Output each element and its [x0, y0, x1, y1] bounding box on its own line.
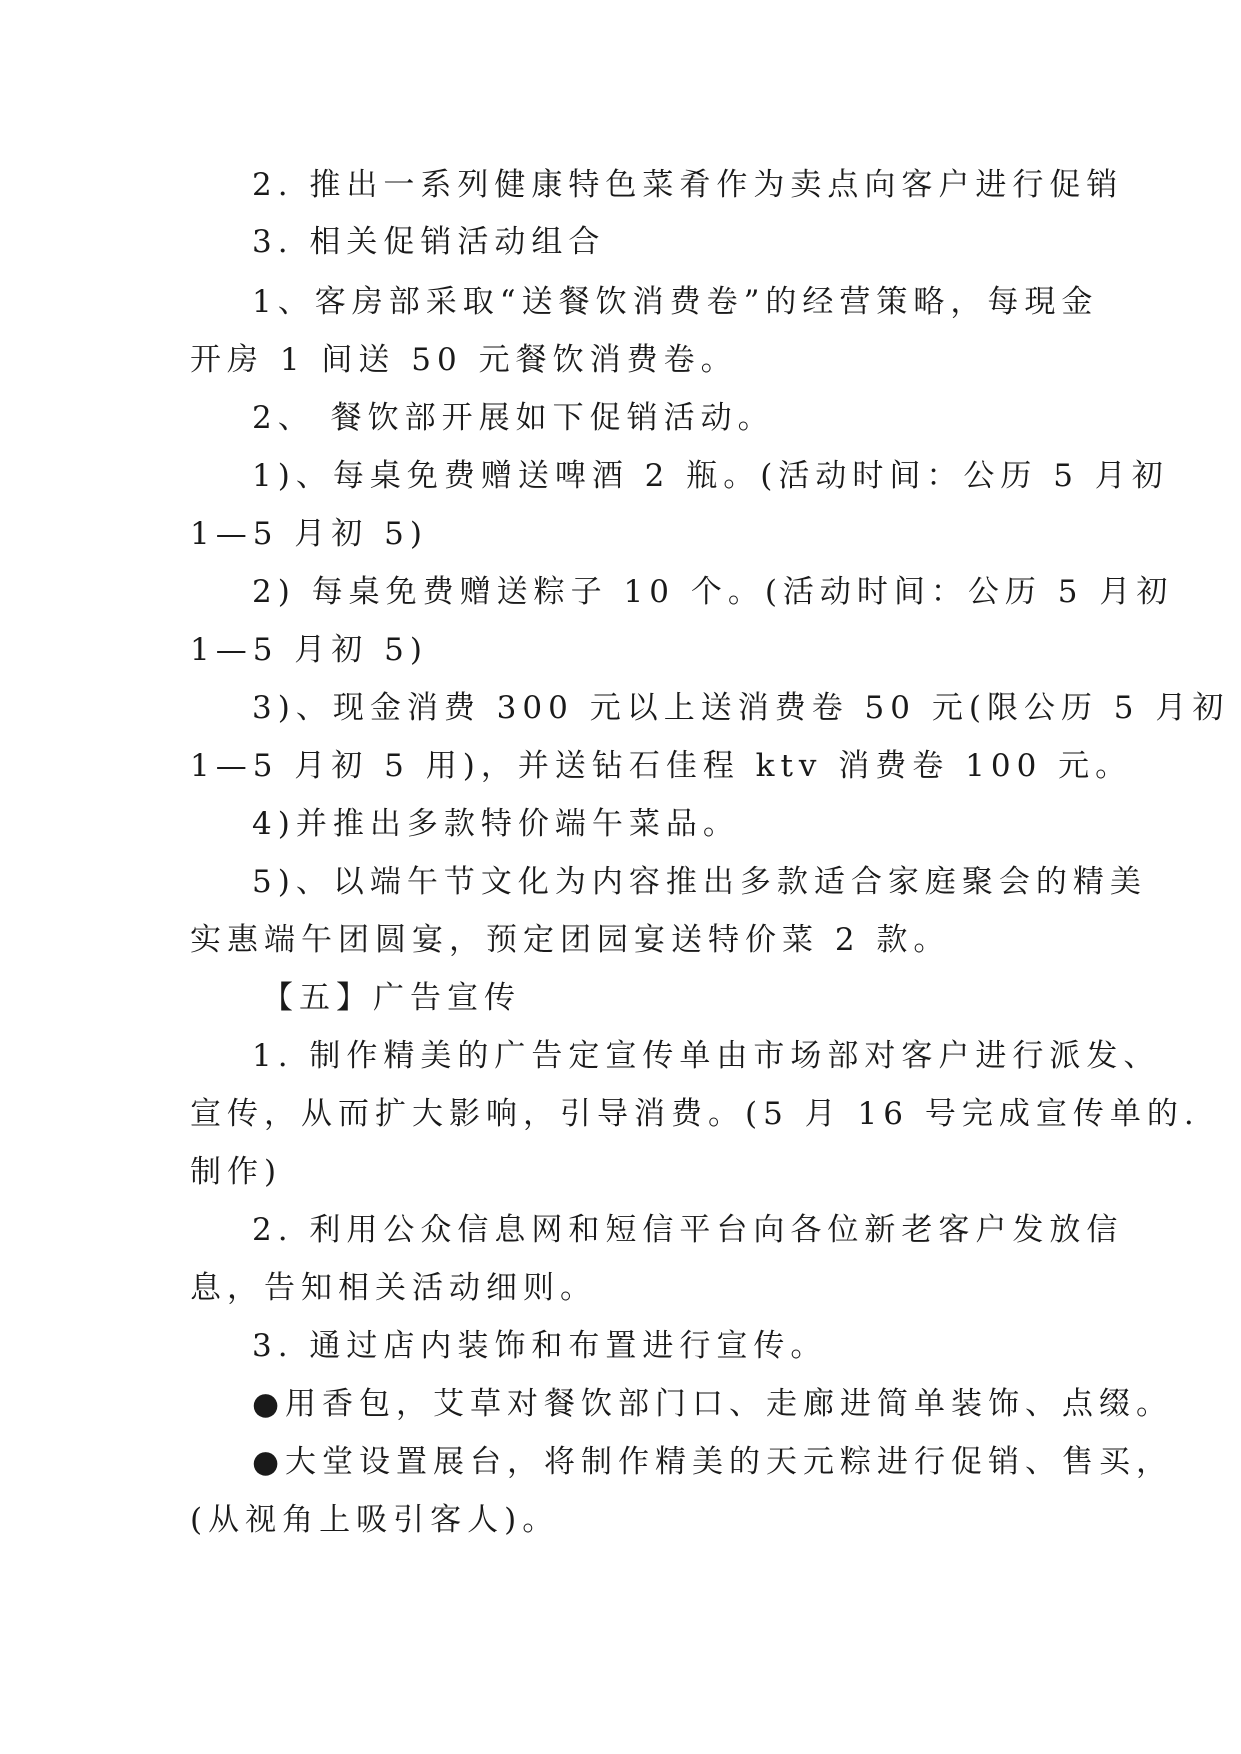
- paragraph-line: 开房 1 间送 50 元餐饮消费卷。: [190, 342, 738, 378]
- bullet-line: ●大堂设置展台，将制作精美的天元粽进行促销、售买，: [252, 1444, 1174, 1480]
- paragraph-line: 2、 餐饮部开展如下促销活动。: [252, 400, 775, 436]
- paragraph-line: 制作): [190, 1154, 283, 1190]
- paragraph-line: 1—5 月初 5 用)，并送钻石佳程 ktv 消费卷 100 元。: [190, 748, 1133, 784]
- section-heading: 【五】广告宣传: [262, 980, 521, 1016]
- paragraph-line: 2. 推出一系列健康特色菜肴作为卖点向客户进行促销: [252, 167, 1124, 203]
- bullet-line: ●用香包，艾草对餐饮部门口、走廊进简单装饰、点缀。: [252, 1386, 1174, 1422]
- paragraph-line: 1—5 月初 5): [190, 516, 428, 552]
- paragraph-line: 3. 通过店内装饰和布置进行宣传。: [252, 1328, 828, 1364]
- paragraph-line: 1、客房部采取“送餐饮消费卷”的经营策略，每現金: [252, 284, 1099, 320]
- paragraph-line: 3)、现金消费 300 元以上送消费卷 50 元(限公历 5 月初: [252, 690, 1230, 726]
- paragraph-line: 实惠端午团圆宴，预定团园宴送特价菜 2 款。: [190, 922, 951, 958]
- paragraph-line: 1. 制作精美的广告定宣传单由市场部对客户进行派发、: [252, 1038, 1161, 1074]
- paragraph-line: 宣传，从而扩大影响，引导消费。(5 月 16 号完成宣传单的.: [190, 1096, 1200, 1132]
- paragraph-line: 息，告知相关活动细则。: [190, 1270, 597, 1306]
- paragraph-line: 1)、每桌免费赠送啤酒 2 瓶。(活动时间：公历 5 月初: [252, 458, 1169, 494]
- paragraph-line: 1—5 月初 5): [190, 632, 428, 668]
- paragraph-line: 2) 每桌免费赠送粽子 10 个。(活动时间：公历 5 月初: [252, 574, 1174, 610]
- paragraph-line: 5)、以端午节文化为内容推出多款适合家庭聚会的精美: [252, 864, 1147, 900]
- paragraph-line: 2. 利用公众信息网和短信平台向各位新老客户发放信: [252, 1212, 1124, 1248]
- paragraph-line: 3. 相关促销活动组合: [252, 224, 606, 260]
- paragraph-line: 4)并推出多款特价端午菜品。: [252, 806, 740, 842]
- paragraph-line: (从视角上吸引客人)。: [190, 1502, 560, 1538]
